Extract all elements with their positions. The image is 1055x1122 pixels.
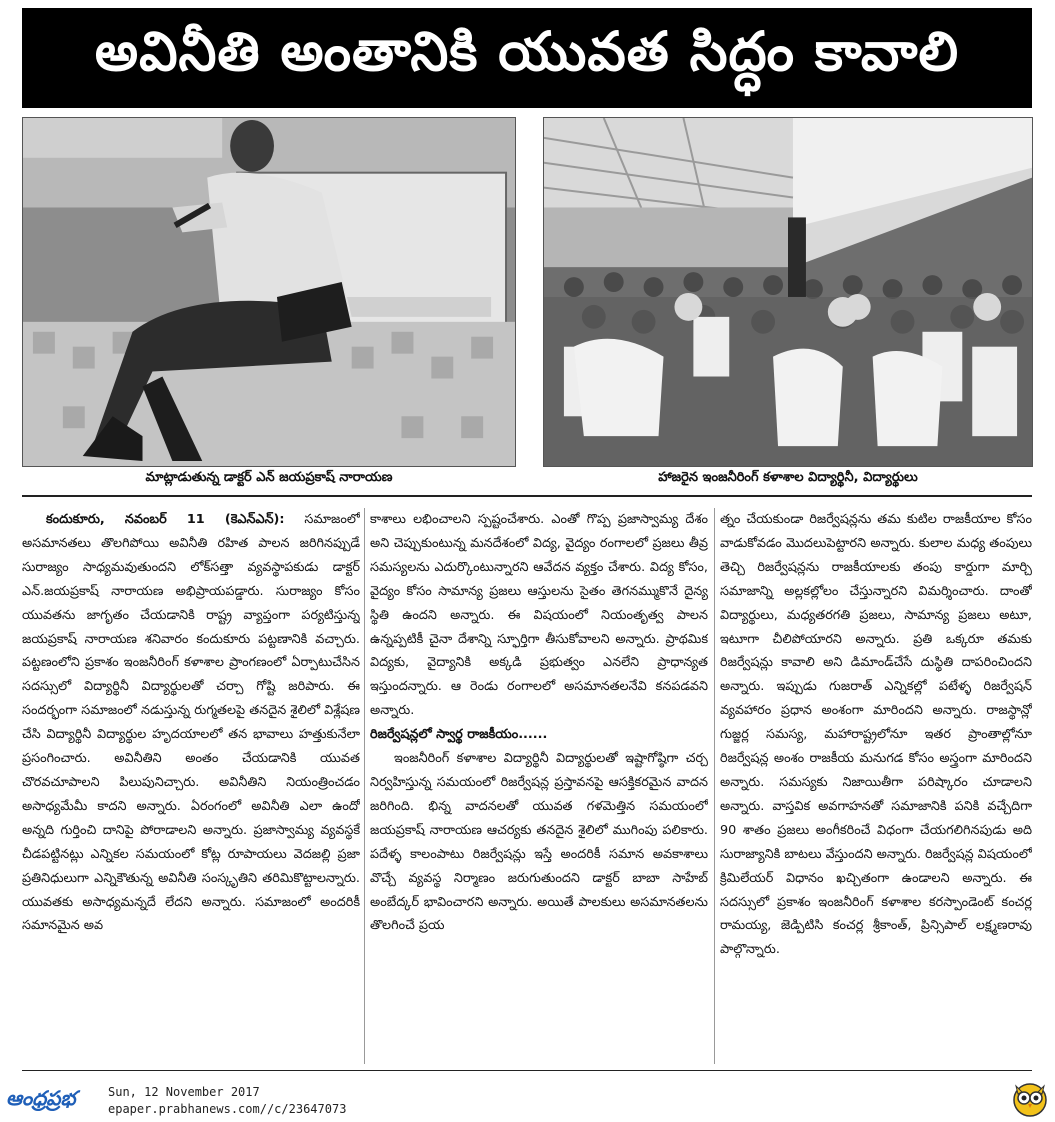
speaker-photo-caption: మాట్లాడుతున్న డాక్టర్ ఎన్ జయప్రకాష్ నారాయణ [145,470,393,485]
article-column-1 [22,508,360,1064]
column-divider [364,508,365,1064]
article-lead [22,508,360,938]
speaker-photo [22,117,516,467]
epaper-url[interactable]: epaper.prabhanews.com//c/23647073 [108,1102,347,1116]
article-text: ఇంజనీరింగ్ కళాశాల విద్యార్థినీ విద్యార్థులతో ఇష్టాగోష్ఠిగా చర్చ నిర్వహిస్తున్న సమయంలో రిజర్వేషన్ల ప్రస్తావనపై ఆసక్తికరమైన వాదన జరిగింది. భిన్న వాదనలతో యువత గళమెత్తిన సమయంలో జయప్రకాష్ నారాయణ ఆచర్యకు తనదైన శైలిలో ముగింపు పలికారు. పదేళ్ళ కాలంపాటు రిజర్వేషన్లు ఇస్తే అందరికీ సమాన అవకాశాలు వొచ్చే వ్యవస్థ నిర్మాణం జరుగుతుందని డాక్టర్ బాబా సాహేబ్ అంబేద్కర్ భావించారని అన్నారు. అయితే పాలకులు అసమానతలను తొలగించే ప్రయ [370,751,708,934]
article-text: కాశాలు లభించాలని స్పష్టంచేశారు. ఎంతో గొప్ప ప్రజాస్వామ్య దేశం అని చెప్పుకుంటున్న మనదేశంలో విద్య, వైద్యం రంగాలలో ప్రజలు తీవ్ర సమస్యలను ఎదుర్కొంటున్నారని ఆవేదన వ్యక్తం చేశారు. విద్య కోసం, వైద్యం కోసం సామాన్య ప్రజలు ఆస్తులను సైతం తెగనమ్ముకొనే దైన్య స్థితి ఉందని అన్నారు. ఈ విషయంలో నియంతృత్వ పాలన ఉన్నప్పటికీ చైనా దేశాన్ని స్ఫూర్తిగా తీసుకోవాలని అన్నారు. ప్రాథమిక విద్యకు, వైద్యానికి అక్కడి ప్రభుత్వం ఎనలేని ప్రాధాన్యత ఇస్తుందన్నారు. ఆ రెండు రంగాలలో అసమానతలనేవి కనపడవని అన్నారు. [370,512,708,719]
audience-photo-caption: హాజరైన ఇంజనీరింగ్ కళాశాల విద్యార్థినీ, విద్యార్థులు [658,470,918,485]
footer [0,1074,1055,1122]
owl-icon[interactable] [1010,1078,1050,1118]
edition-date: Sun, 12 November 2017 [108,1085,260,1099]
section-divider [22,495,1032,497]
article-text: సమాజంలో అసమానతలు తొలగిపోయి అవినీతి రహిత పాలన జరిగినప్పుడే సురాజ్యం సాధ్యమవుతుందని లోక్‌సత్తా వ్యవస్థాపకుడు డాక్టర్ ఎన్.జయప్రకాష్ నారాయణ అభిప్రాయపడ్డారు. సురాజ్యం కోసం యువతను జాగృతం చేయడానికి రాష్ట్ర వ్యాప్తంగా పర్యటిస్తున్న జయప్రకాష్ నారాయణ శనివారం కందుకూరు పట్టణానికి వచ్చారు. పట్టణంలోని ప్రకాశం ఇంజనీరింగ్ కళాశాల ప్రాంగణంలో ఏర్పాటుచేసిన సదస్సులో విద్యార్థినీ విద్యార్థులతో చర్చా గోష్టి జరిపారు. ఈ సందర్భంగా సమాజంలో నడుస్తున్న రుగ్మతలపై తనదైన శైలిలో విశ్లేషణ చేసి విద్యార్థినీ విద్యార్థుల హృదయాలలో తన భావాలు హత్తుకునేలా ప్రసంగించారు. అవినీతిని అంతం చేయడానికి యువత చొరవచూపాలని పిలుపునిచ్చారు. అవినీతిని నియంత్రించడం అసాధ్యమేమీ కాదని అన్నారు. ఏరంగంలో అవినీతి ఎలా ఉందో అన్నది గుర్తించి దానిపై పోరాడాలని అన్నారు. ప్రజాస్వామ్య వ్యవస్థకే చీడపట్టినట్లు ఎన్నికల సమయంలో కోట్ల రూపాయలు వెదజల్లి ప్రజా ప్రతినిధులుగా ఎన్నికౌతున్న అవినీతి సంస్కృతిని తరిమికొట్టాలన్నారు. యువతకు అసాధ్యమన్నదే లేదని అన్నారు. సమాజంలో అందరికీ సమానమైన అవ [22,512,360,934]
headline: అవినీతి అంతానికి యువత సిద్ధం కావాలి [94,19,960,83]
subheading: రిజర్వేషన్లలో స్వార్థ రాజకీయం...... [370,727,548,743]
newspaper-logo[interactable]: ఆంధ్రప్రభ [6,1086,76,1110]
dateline: కందుకూరు, నవంబర్ 11 (కెఎన్ఎన్): [46,512,285,527]
article-column-3 [720,508,1032,1064]
headline-banner [22,8,1032,108]
footer-meta [108,1084,346,1118]
article-column-2 [370,508,708,1064]
audience-photo [543,117,1033,467]
footer-divider [22,1070,1032,1071]
article-text: త్నం చేయకుండా రిజర్వేషన్లను తమ కుటిల రాజకీయాల కోసం వాడుకోవడం మొదలుపెట్టారని అన్నారు. కులాల మధ్య తంపులు తెచ్చి రిజర్వేషన్లను రాజకీయాలకు తంపు కార్డుగా మార్చి సమాజాన్ని అల్లకల్లోలం చేస్తున్నారని విమర్శించారు. దాంతో విద్యార్థులు, మధ్యతరగతి ప్రజలు, సామాన్య ప్రజలు అటూ, ఇటూగా చీలిపోయారని అన్నారు. ప్రతి ఒక్కరూ తమకు రిజర్వేషన్లు కావాలి అని డిమాండ్‌చేసే దుస్థితి దాపరించిందని అన్నారు. ఇప్పుడు గుజరాత్ ఎన్నికల్లో పటేళ్ళ రిజర్వేషన్ వ్యవహారం ప్రధాన అంశంగా మారిందని అన్నారు. రాజస్థాన్లో గుజ్జర్ల సమస్య, మహారాష్ట్రలోనూ ఇతర ప్రాంతాల్లోనూ రిజర్వేషన్ల అంశం రాజకీయ మనుగడ కోసం అస్త్రంగా మారిందని అన్నారు. సమస్యకు నిజాయితీగా పరిష్కారం చూడాలని అన్నారు. వాస్తవిక అవగాహనతో సమాజానికి పనికి వచ్చేదిగా 90 శాతం ప్రజలు అంగీకరించే విధంగా చేయగలిగినపుడు అది సురాజ్యానికి బాటలు వేస్తుందని అన్నారు. రిజర్వేషన్ల విషయంలో క్రిమిలేయర్ విధానం ఖచ్చితంగా ఉండాలని అన్నారు. ఈ సదస్సులో ప్రకాశం ఇంజనీరింగ్ కళాశాల కరస్పాండెంట్ కంచర్ల రామయ్య, జెడ్పిటిసి కంచర్ల శ్రీకాంత్, ప్రిన్సిపాల్ లక్ష్మణరావు పాల్గొన్నారు. [720,512,1032,958]
column-divider [714,508,715,1064]
